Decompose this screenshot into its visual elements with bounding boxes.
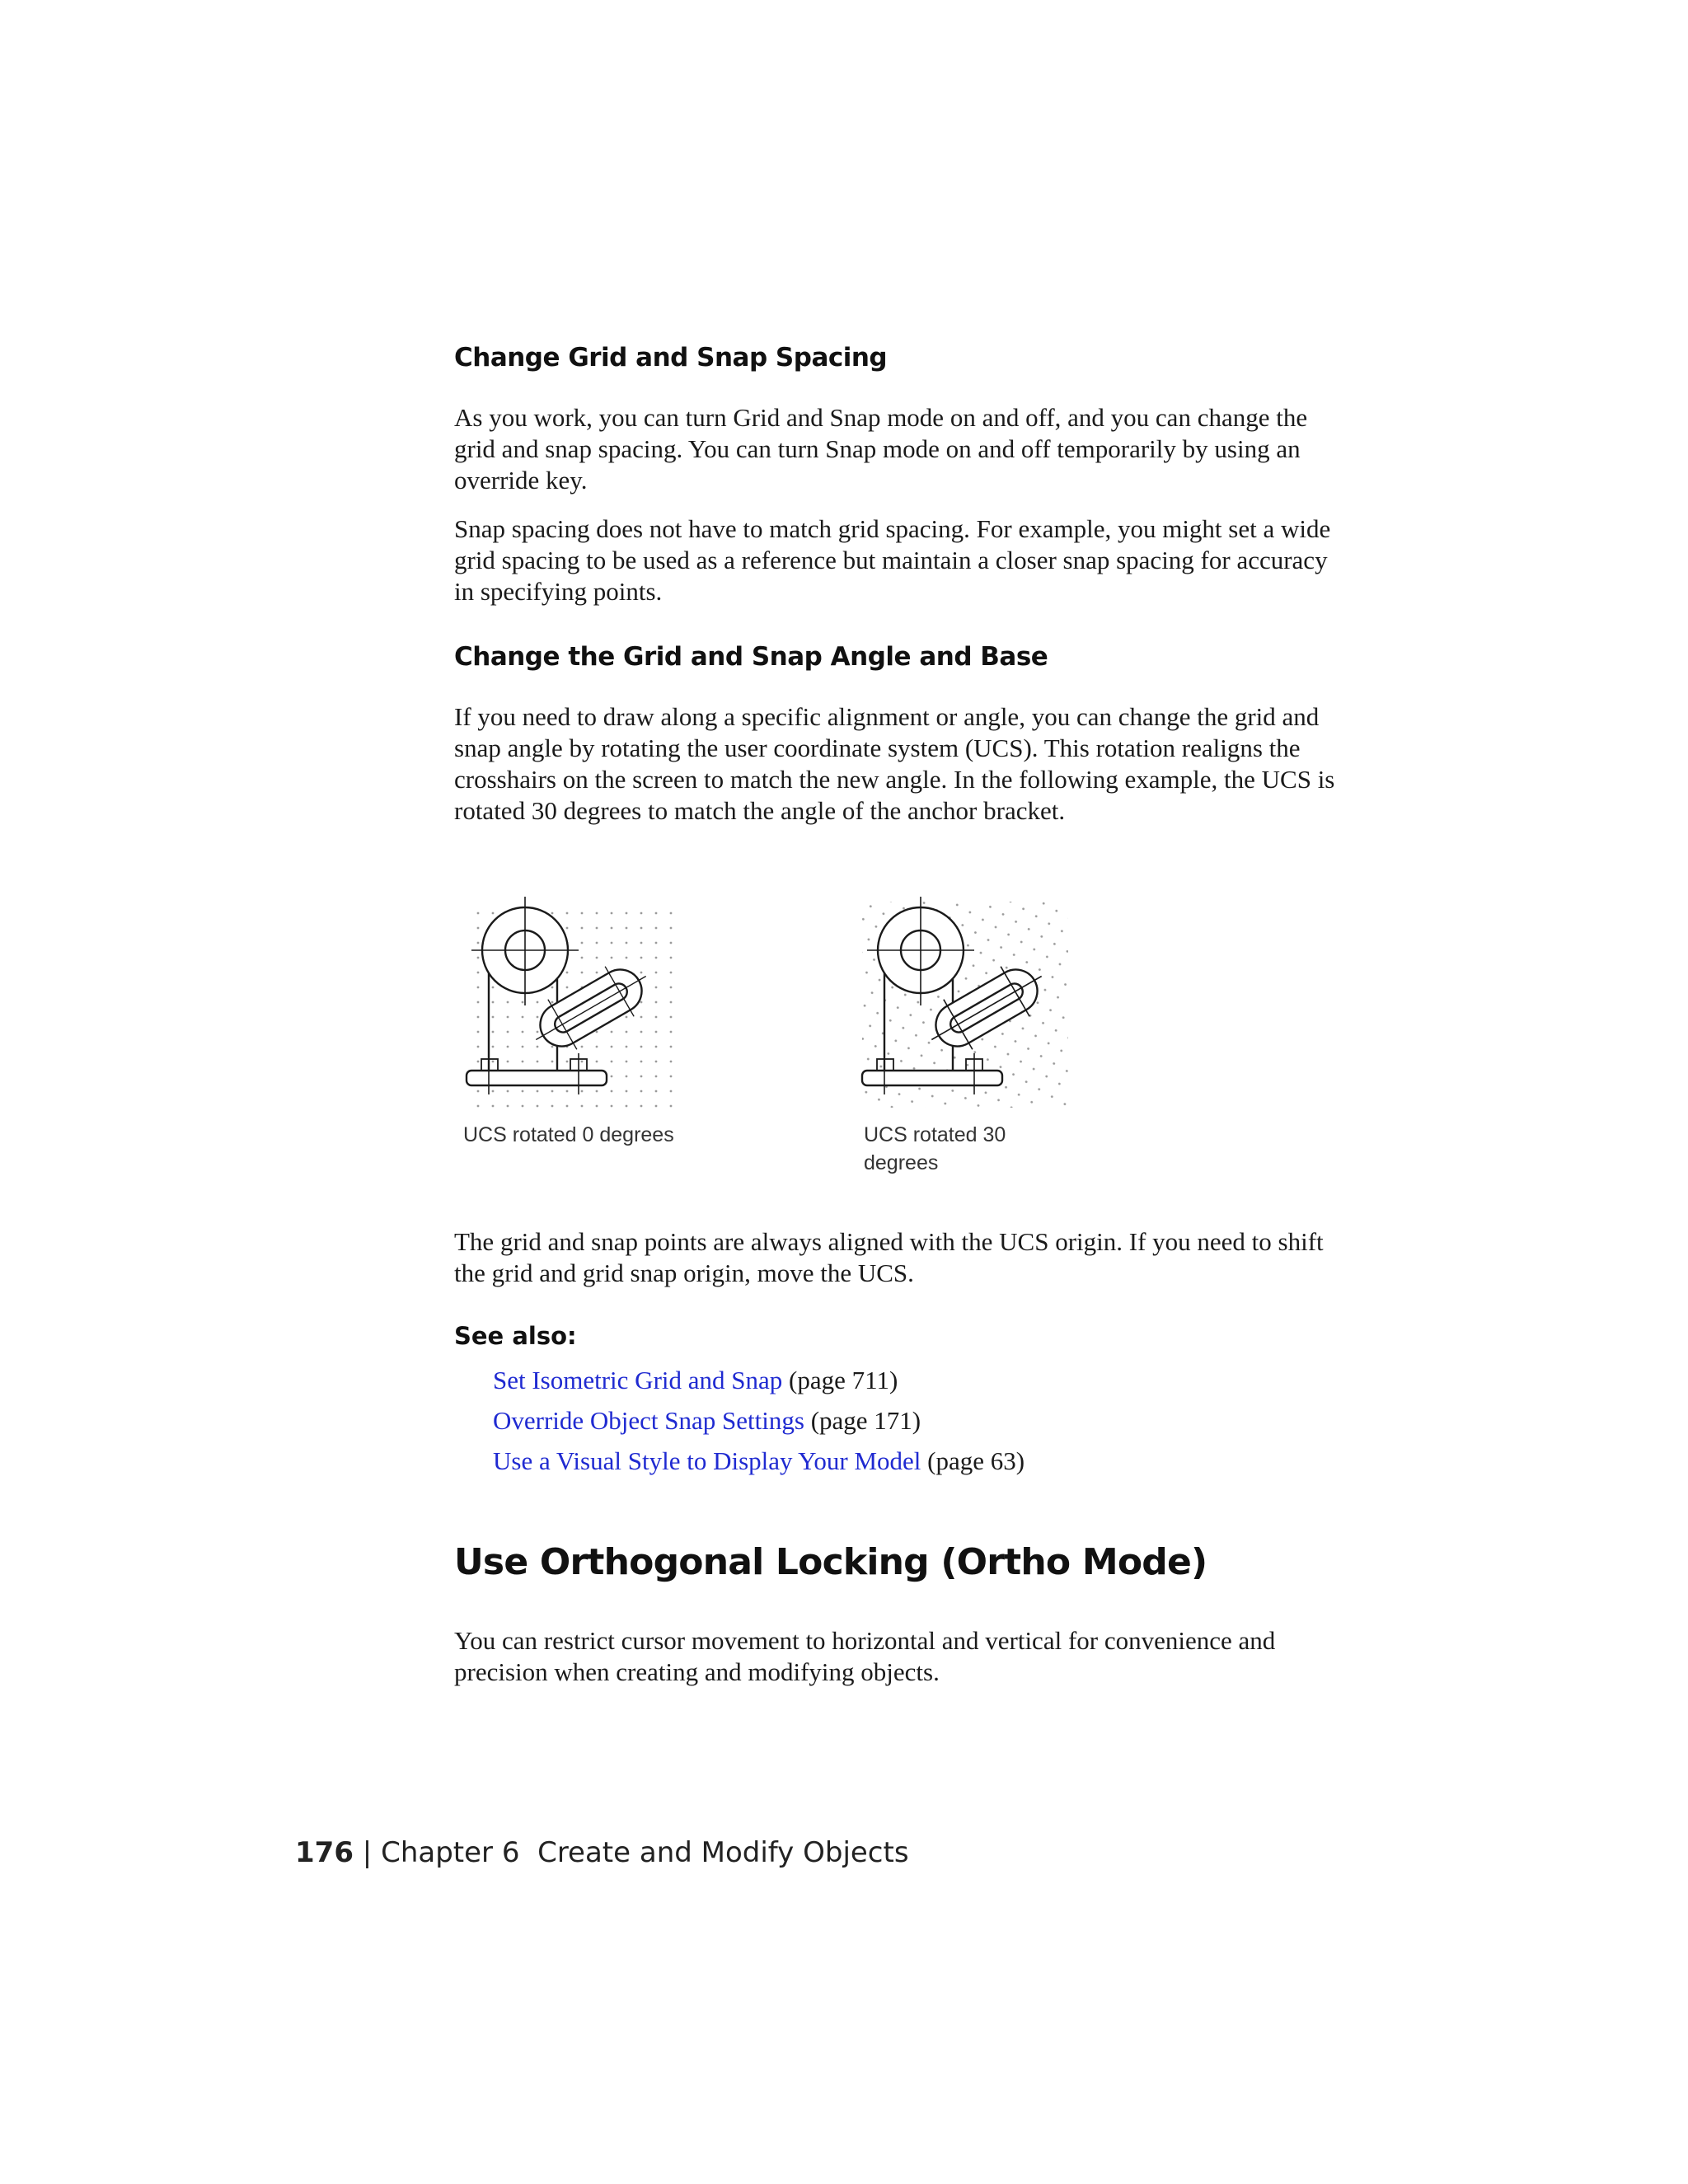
footer-separator: | <box>362 1836 373 1869</box>
paragraph-ucs-origin: The grid and snap points are always aligned with the UCS origin. If you need to shift the grid and grid snap origin, move the UCS. <box>454 1227 1324 1287</box>
see-also-item <box>493 1446 1025 1477</box>
section-heading-ortho-mode: Use Orthogonal Locking (Ortho Mode) <box>454 1541 1207 1583</box>
paragraph-snap-spacing: Snap spacing does not have to match grid spacing. For example, you might set a wide grid spacing to be used as a reference but maintain a closer snap spacing for accuracy in specifying points. <box>454 514 1331 606</box>
section-heading-grid-snap-angle: Change the Grid and Snap Angle and Base <box>454 642 1048 672</box>
page-footer <box>295 1836 909 1869</box>
paragraph-ortho-mode: You can restrict cursor movement to horizontal and vertical for convenience and precision when creating and modifying objects. <box>454 1626 1276 1686</box>
page-number: 176 <box>295 1836 354 1869</box>
page-reference: (page 63) <box>927 1446 1025 1475</box>
link-use-visual-style[interactable]: Use a Visual Style to Display Your Model <box>493 1446 921 1475</box>
link-set-isometric-grid-snap[interactable]: Set Isometric Grid and Snap <box>493 1366 783 1394</box>
section-heading-grid-snap-spacing: Change Grid and Snap Spacing <box>454 343 888 373</box>
footer-chapter: Chapter 6 <box>381 1836 520 1869</box>
paragraph-grid-snap-onoff: As you work, you can turn Grid and Snap mode on and off, and you can change the grid and snap spacing. You can turn Snap mode on and off temporarily by using an override key. <box>454 403 1308 494</box>
see-also-item <box>493 1405 921 1436</box>
figure-caption-30-degrees: UCS rotated 30 degrees <box>864 1123 1006 1174</box>
figure-ucs-0-degrees <box>462 897 680 1113</box>
paragraph-ucs-rotation: If you need to draw along a specific alignment or angle, you can change the grid and snap angle by rotating the user coordinate system (UCS). This rotation realigns the crosshairs on the screen to match the new angle. In the following example, the UCS is rotated 30 degrees to match the angle of the anchor bracket. <box>454 702 1335 825</box>
page-reference: (page 171) <box>810 1406 921 1435</box>
see-also-item <box>493 1365 898 1396</box>
page-reference: (page 711) <box>789 1366 898 1394</box>
see-also-label: See also: <box>454 1322 577 1350</box>
figure-caption-0-degrees: UCS rotated 0 degrees <box>463 1123 674 1146</box>
link-override-object-snap-settings[interactable]: Override Object Snap Settings <box>493 1406 804 1435</box>
figure-ucs-30-degrees <box>857 897 1076 1113</box>
footer-chapter-title: Create and Modify Objects <box>537 1836 909 1869</box>
